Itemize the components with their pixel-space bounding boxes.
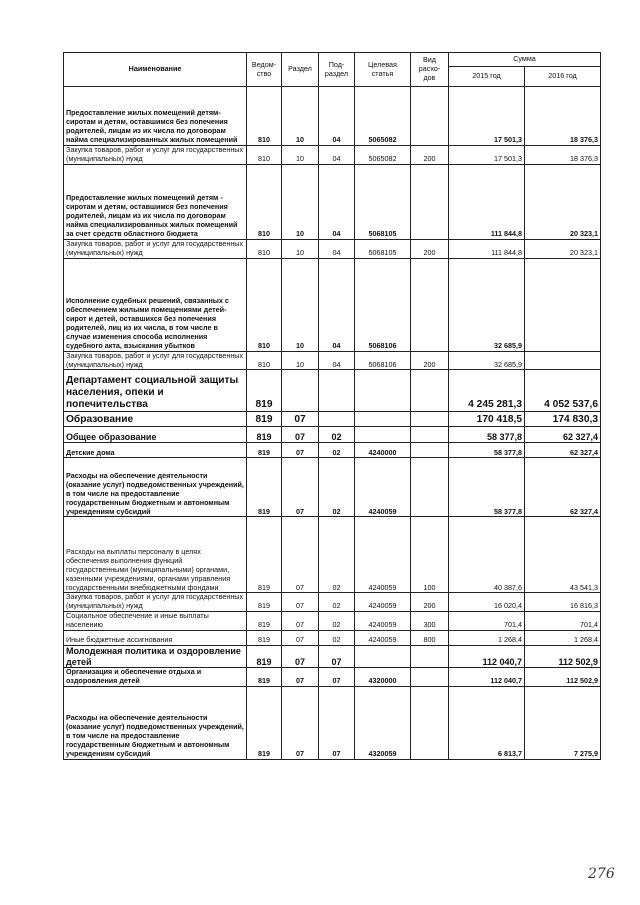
header-razdel: Раздел — [282, 53, 319, 87]
row-sum-2016: 4 052 537,6 — [525, 370, 601, 412]
table-row — [64, 668, 601, 687]
row-name: Организация и обеспечение отдыха и оздоровления детей — [64, 668, 247, 687]
table-row — [64, 593, 601, 612]
row-podrazdel: 07 — [319, 646, 355, 668]
row-vedom: 810 — [247, 239, 282, 258]
row-name: Предоставление жилых помещений детям-сиротам и детям, оставшимся без попечения родителей, лицам из их числа по договорам найма специализированных жилых помещений — [64, 87, 247, 146]
row-sum-2016: 112 502,9 — [525, 646, 601, 668]
row-podrazdel — [319, 370, 355, 412]
row-target: 4240059 — [355, 631, 411, 646]
row-vedom: 810 — [247, 258, 282, 351]
row-sum-2016: 18 376,3 — [525, 87, 601, 146]
row-podrazdel: 02 — [319, 458, 355, 517]
row-sum-2015: 6 813,7 — [449, 686, 525, 759]
table-row — [64, 164, 601, 239]
row-podrazdel: 04 — [319, 239, 355, 258]
row-target — [355, 370, 411, 412]
row-vedom: 819 — [247, 443, 282, 458]
row-vedom: 819 — [247, 427, 282, 443]
row-razdel: 10 — [282, 87, 319, 146]
row-sum-2016: 16 816,3 — [525, 593, 601, 612]
row-target: 5068106 — [355, 351, 411, 370]
row-sum-2015: 40 387,6 — [449, 517, 525, 593]
row-vedom: 810 — [247, 87, 282, 146]
row-name: Департамент социальной защиты населения, опеки и попечительства — [64, 370, 247, 412]
page-number: 276 — [588, 866, 615, 882]
table-row — [64, 427, 601, 443]
row-razdel: 10 — [282, 351, 319, 370]
row-target: 4240059 — [355, 458, 411, 517]
row-vid: 300 — [411, 612, 449, 631]
row-target: 4240059 — [355, 517, 411, 593]
row-razdel: 10 — [282, 239, 319, 258]
header-vedom: Ведом-ство — [247, 53, 282, 87]
row-vid — [411, 427, 449, 443]
header-target: Целевая статья — [355, 53, 411, 87]
table-row — [64, 631, 601, 646]
header-podrazdel: Под-раздел — [319, 53, 355, 87]
table-row — [64, 612, 601, 631]
row-name: Иные бюджетные ассигнования — [64, 631, 247, 646]
table-body — [64, 87, 601, 760]
row-name: Образование — [64, 412, 247, 427]
row-vedom: 819 — [247, 612, 282, 631]
row-target: 4240059 — [355, 612, 411, 631]
row-razdel: 07 — [282, 412, 319, 427]
row-sum-2016 — [525, 351, 601, 370]
row-vid: 800 — [411, 631, 449, 646]
row-podrazdel: 07 — [319, 668, 355, 687]
header-2016: 2016 год — [525, 67, 601, 87]
row-vedom: 819 — [247, 517, 282, 593]
row-podrazdel: 02 — [319, 612, 355, 631]
row-razdel: 07 — [282, 443, 319, 458]
table-row — [64, 458, 601, 517]
row-podrazdel: 02 — [319, 443, 355, 458]
row-name: Расходы на обеспечение деятельности (оказание услуг) подведомственных учреждений, в том числе на предоставление государственным бюджетным и автономным учреждениям субсидий — [64, 458, 247, 517]
row-name: Закупка товаров, работ и услуг для государственных (муниципальных) нужд — [64, 146, 247, 165]
row-vid — [411, 370, 449, 412]
row-sum-2015: 58 377,8 — [449, 427, 525, 443]
row-vedom: 819 — [247, 686, 282, 759]
row-razdel: 10 — [282, 146, 319, 165]
header-vid: Вид расхо-дов — [411, 53, 449, 87]
row-vedom: 810 — [247, 146, 282, 165]
row-vedom: 819 — [247, 668, 282, 687]
row-vedom: 819 — [247, 631, 282, 646]
row-podrazdel: 02 — [319, 593, 355, 612]
row-vid — [411, 443, 449, 458]
row-name: Социальное обеспечение и иные выплаты населению — [64, 612, 247, 631]
row-name: Исполнение судебных решений, связанных с обеспечением жилыми помещениями детей-сирот и детей, оставшихся без попечения родителей, лиц из их числа, в том числе в случае изменения способа исполнения судебного акта, взыскания убытков — [64, 258, 247, 351]
row-name: Расходы на выплаты персоналу в целях обеспечения выполнения функций государственными (муниципальными) органами, казенными учреждениями, органами управления государственными внебюджетными фондами — [64, 517, 247, 593]
row-sum-2015: 58 377,8 — [449, 443, 525, 458]
row-vedom: 819 — [247, 412, 282, 427]
budget-table — [63, 52, 601, 760]
row-target: 4320059 — [355, 686, 411, 759]
row-target: 5068106 — [355, 258, 411, 351]
row-razdel: 07 — [282, 646, 319, 668]
row-sum-2015: 701,4 — [449, 612, 525, 631]
row-podrazdel: 04 — [319, 164, 355, 239]
row-podrazdel: 02 — [319, 427, 355, 443]
row-name: Молодежная политика и оздоровление детей — [64, 646, 247, 668]
row-vid: 200 — [411, 593, 449, 612]
row-razdel: 07 — [282, 631, 319, 646]
row-sum-2016: 43 541,3 — [525, 517, 601, 593]
row-sum-2016 — [525, 258, 601, 351]
row-razdel: 10 — [282, 164, 319, 239]
table-row — [64, 239, 601, 258]
row-vid — [411, 646, 449, 668]
row-vedom: 810 — [247, 351, 282, 370]
table-row — [64, 146, 601, 165]
row-target — [355, 412, 411, 427]
row-razdel: 07 — [282, 517, 319, 593]
row-sum-2016: 20 323,1 — [525, 164, 601, 239]
row-podrazdel: 04 — [319, 146, 355, 165]
header-sum: Сумма — [449, 53, 601, 67]
row-sum-2015: 4 245 281,3 — [449, 370, 525, 412]
table-row — [64, 517, 601, 593]
row-target: 4240059 — [355, 593, 411, 612]
row-vid — [411, 668, 449, 687]
row-sum-2015: 1 268,4 — [449, 631, 525, 646]
row-vid — [411, 458, 449, 517]
header-name: Наименование — [64, 53, 247, 87]
row-razdel — [282, 370, 319, 412]
row-target: 4320000 — [355, 668, 411, 687]
table-row — [64, 87, 601, 146]
table-row — [64, 646, 601, 668]
row-target: 5068105 — [355, 239, 411, 258]
row-razdel: 07 — [282, 686, 319, 759]
row-sum-2016: 18 376,3 — [525, 146, 601, 165]
row-sum-2016: 1 268,4 — [525, 631, 601, 646]
row-vedom: 819 — [247, 593, 282, 612]
row-podrazdel: 07 — [319, 686, 355, 759]
row-name: Общее образование — [64, 427, 247, 443]
row-sum-2015: 111 844,8 — [449, 164, 525, 239]
row-sum-2015: 58 377,8 — [449, 458, 525, 517]
row-sum-2016: 112 502,9 — [525, 668, 601, 687]
row-razdel: 07 — [282, 427, 319, 443]
table-row — [64, 686, 601, 759]
row-razdel: 07 — [282, 668, 319, 687]
row-sum-2016: 62 327,4 — [525, 427, 601, 443]
row-target: 5065082 — [355, 146, 411, 165]
row-sum-2015: 112 040,7 — [449, 668, 525, 687]
row-name: Закупка товаров, работ и услуг для государственных (муниципальных) нужд — [64, 239, 247, 258]
row-sum-2015: 170 418,5 — [449, 412, 525, 427]
row-sum-2015: 32 685,9 — [449, 258, 525, 351]
row-sum-2015: 32 685,9 — [449, 351, 525, 370]
row-sum-2016: 20 323,1 — [525, 239, 601, 258]
table-row — [64, 370, 601, 412]
table-row — [64, 412, 601, 427]
row-target — [355, 646, 411, 668]
row-vid: 200 — [411, 239, 449, 258]
row-razdel: 07 — [282, 612, 319, 631]
row-target — [355, 427, 411, 443]
row-vid — [411, 164, 449, 239]
row-razdel: 07 — [282, 458, 319, 517]
row-name: Закупка товаров, работ и услуг для государственных (муниципальных) нужд — [64, 593, 247, 612]
row-name: Предоставление жилых помещений детям - сиротам и детям, оставшимся без попечения родителей, лицам из их числа по договорам найма специализированных жилых помещений за счет средств областного бюджета — [64, 164, 247, 239]
row-sum-2015: 111 844,8 — [449, 239, 525, 258]
row-vedom: 810 — [247, 164, 282, 239]
row-vedom: 819 — [247, 458, 282, 517]
row-razdel: 07 — [282, 593, 319, 612]
row-razdel: 10 — [282, 258, 319, 351]
row-podrazdel: 02 — [319, 517, 355, 593]
row-sum-2015: 16 020,4 — [449, 593, 525, 612]
row-vid — [411, 686, 449, 759]
row-target: 5065082 — [355, 87, 411, 146]
row-podrazdel — [319, 412, 355, 427]
row-vid: 100 — [411, 517, 449, 593]
row-vedom: 819 — [247, 370, 282, 412]
table-row — [64, 258, 601, 351]
row-sum-2015: 17 501,3 — [449, 87, 525, 146]
row-vedom: 819 — [247, 646, 282, 668]
row-sum-2016: 7 275,9 — [525, 686, 601, 759]
row-vid: 200 — [411, 351, 449, 370]
row-target: 5068105 — [355, 164, 411, 239]
row-sum-2016: 62 327,4 — [525, 443, 601, 458]
table-row — [64, 351, 601, 370]
row-podrazdel: 04 — [319, 87, 355, 146]
row-vid — [411, 87, 449, 146]
table-row — [64, 443, 601, 458]
row-podrazdel: 04 — [319, 351, 355, 370]
row-podrazdel: 04 — [319, 258, 355, 351]
row-name: Расходы на обеспечение деятельности (оказание услуг) подведомственных учреждений, в том числе на предоставление государственным бюджетным и автономным учреждениям субсидий — [64, 686, 247, 759]
budget-table-sheet — [63, 52, 600, 760]
row-vid: 200 — [411, 146, 449, 165]
row-vid — [411, 412, 449, 427]
row-vid — [411, 258, 449, 351]
row-podrazdel: 02 — [319, 631, 355, 646]
row-name: Детские дома — [64, 443, 247, 458]
row-name: Закупка товаров, работ и услуг для государственных (муниципальных) нужд — [64, 351, 247, 370]
row-sum-2016: 174 830,3 — [525, 412, 601, 427]
row-target: 4240000 — [355, 443, 411, 458]
header-2015: 2015 год — [449, 67, 525, 87]
row-sum-2016: 701,4 — [525, 612, 601, 631]
row-sum-2015: 112 040,7 — [449, 646, 525, 668]
row-sum-2015: 17 501,3 — [449, 146, 525, 165]
row-sum-2016: 62 327,4 — [525, 458, 601, 517]
